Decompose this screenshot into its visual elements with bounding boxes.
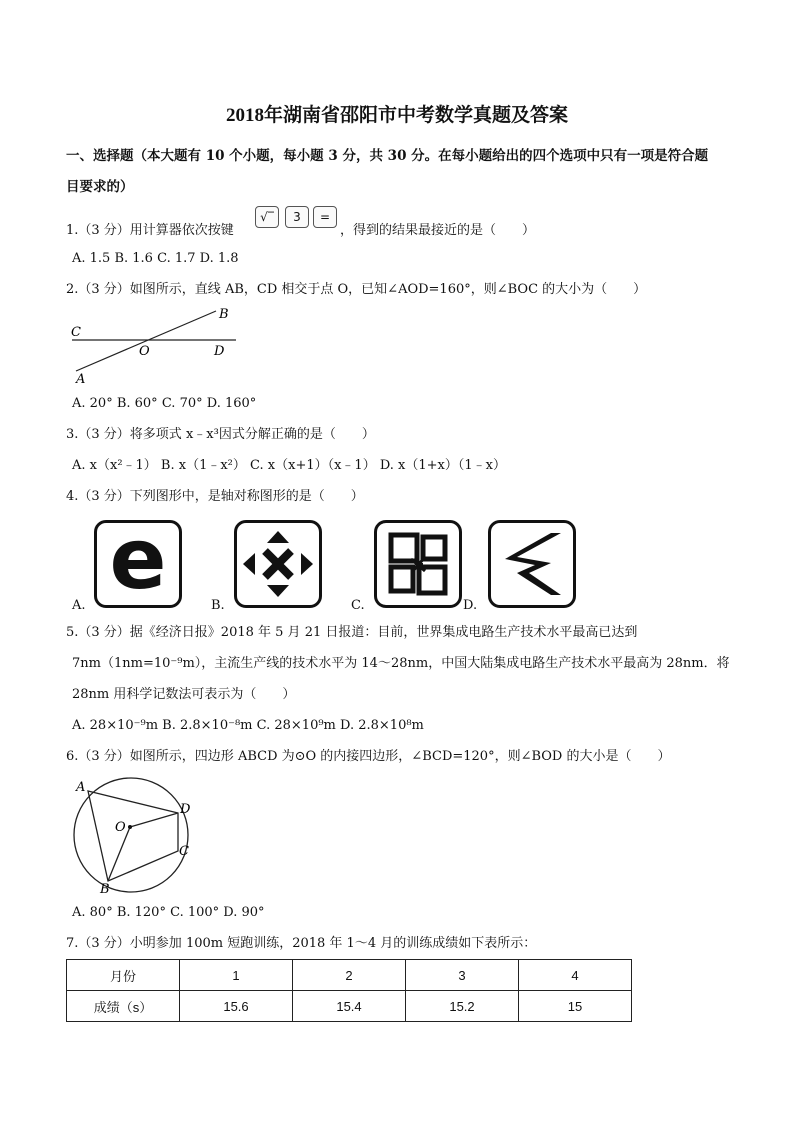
label-b: B [100,882,110,897]
q2-text: 2.（3 分）如图所示，直线 AB，CD 相交于点 O，已知∠AOD=160°，则∠BOC 的大小为（ ） [66,282,647,297]
label-o: O [139,344,150,359]
s-shape-icon [491,523,573,605]
table-cell: 15.6 [180,991,293,1022]
q5-options: A. 28×10⁻⁹m B. 2.8×10⁻⁸m C. 28×10⁹m D. 2.8×10⁸m [72,718,424,733]
table-row [67,960,632,991]
table-cell: 15.2 [406,991,519,1022]
equals-key-icon: = [313,206,337,228]
circle-o [74,778,188,892]
q5-line2: 7nm（1nm=10⁻⁹m），主流生产线的技术水平为 14～28nm，中国大陆集成电路生产技术水平最高为 28nm．将 [72,656,730,671]
e-letter-icon: e [109,510,167,608]
q4-text: 4.（3 分）下列图形中，是轴对称图形的是（ ） [66,489,364,504]
label-a: A [76,372,86,387]
q7-results-table [66,959,632,1022]
table-cell: 月份 [67,960,180,991]
q4-label-b: B. [211,598,225,613]
arrows-x-icon [237,523,319,605]
option-a-e-symbol [94,510,182,608]
label-c: C [179,844,189,859]
label-d: D [180,802,191,817]
q1-text-pre: 1.（3 分）用计算器依次按键 [66,223,234,238]
q4-label-c: C. [351,598,365,613]
table-row [67,991,632,1022]
option-b-arrows-symbol [234,520,322,608]
q5-line3: 28nm 用科学记数法可表示为（ ） [72,687,296,702]
sqrt-key-icon: √‾ [255,206,279,228]
table-cell: 2 [293,960,406,991]
table-cell: 3 [406,960,519,991]
quadrilateral-abcd [88,791,178,881]
section-heading-line1: 一、选择题（本大题有 10 个小题，每小题 3 分，共 30 分。在每小题给出的四个选项中只有一项是符合题 [66,148,709,164]
q7-text: 7.（3 分）小明参加 100m 短跑训练，2018 年 1～4 月的训练成绩如下表所示： [66,936,537,951]
q6-options: A. 80° B. 120° C. 100° D. 90° [72,905,265,920]
page-title: 2018年湖南省邵阳市中考数学真题及答案 [225,105,568,126]
q6-circle-figure [66,773,202,897]
q3-text: 3.（3 分）将多项式 x﹣x³因式分解正确的是（ ） [66,427,375,442]
table-cell: 4 [519,960,632,991]
option-d-s-symbol [488,520,576,608]
option-c-maze-symbol [374,520,462,608]
table-cell: 成绩（s） [67,991,180,1022]
q1-options: A. 1.5 B. 1.6 C. 1.7 D. 1.8 [72,251,239,266]
q6-text: 6.（3 分）如图所示，四边形 ABCD 为⊙O 的内接四边形，∠BCD=120°，则∠BOD 的大小是（ ） [66,749,671,764]
label-c: C [71,325,81,340]
q4-label-d: D. [463,598,478,613]
label-a: A [76,780,86,795]
q5-line1: 5.（3 分）据《经济日报》2018 年 5 月 21 日报道：目前，世界集成电路生产技术水平最高已达到 [66,625,638,640]
q3-options: A. x（x²﹣1） B. x（1﹣x²） C. x（x+1）（x﹣1） D. x（1+x）（1﹣x） [72,458,506,473]
section-heading-line2: 目要求的） [66,179,134,195]
table-cell: 15 [519,991,632,1022]
knot-icon [377,523,459,605]
q2-options: A. 20° B. 60° C. 70° D. 160° [72,396,257,411]
q2-line-figure [66,303,246,389]
q4-label-a: A. [72,598,86,613]
label-b: B [219,307,229,322]
three-key-icon: 3 [285,206,309,228]
label-d: D [214,344,225,359]
label-o: O [115,820,126,835]
q1-text-post: ，得到的结果最接近的是（ ） [340,223,536,238]
table-cell: 1 [180,960,293,991]
line-ab [76,311,216,371]
table-cell: 15.4 [293,991,406,1022]
